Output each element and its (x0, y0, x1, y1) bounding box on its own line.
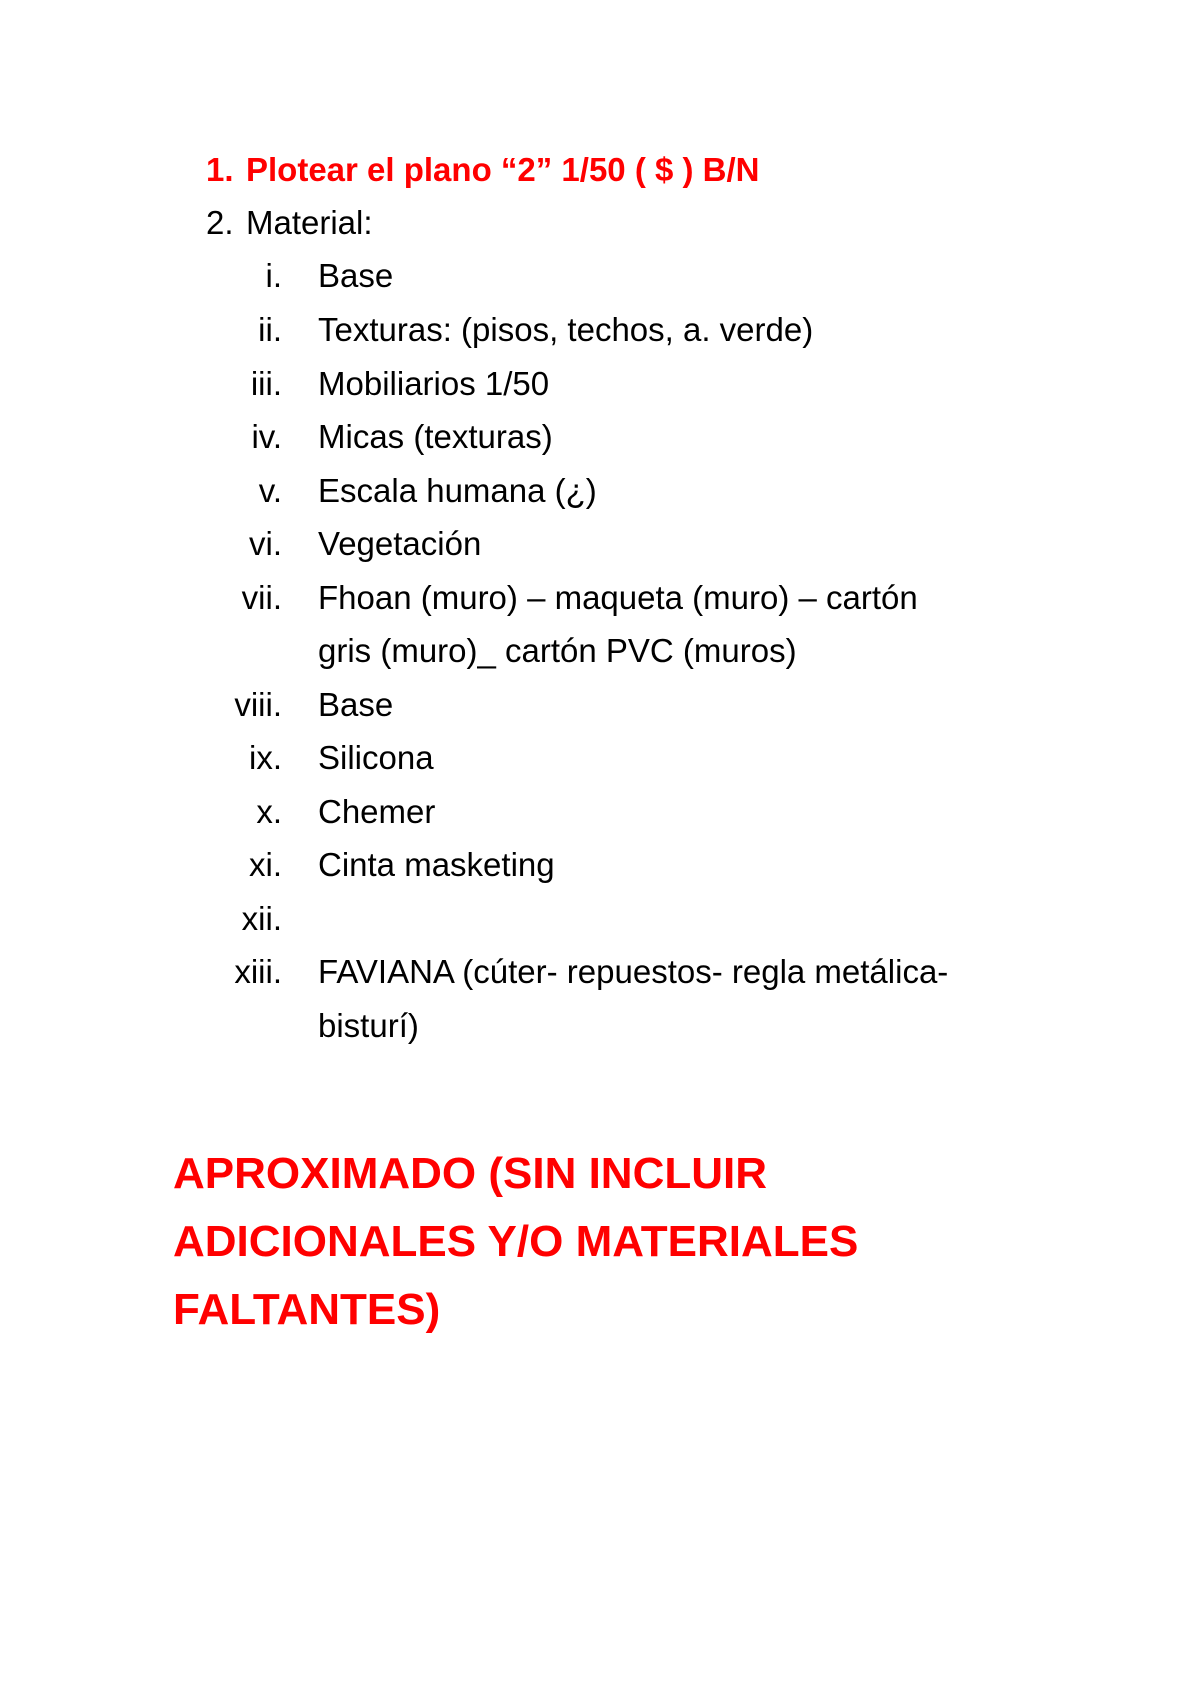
sublist-item-text: Texturas: (pisos, techos, a. verde) (318, 311, 814, 348)
list-item-1-text: Plotear el plano “2” 1/50 ( $ ) B/N (246, 151, 760, 188)
sublist-numeral: vi. (249, 525, 282, 562)
sublist-numeral: xi. (249, 846, 282, 883)
approximation-note (173, 1140, 1073, 1344)
sublist-numeral: xii. (241, 900, 282, 937)
sublist-numeral: xiii. (234, 953, 282, 990)
sublist-numeral: ii. (258, 311, 282, 348)
sublist-item-text: FAVIANA (cúter- repuestos- regla metálica- (318, 953, 949, 990)
sublist-item-text: Mobiliarios 1/50 (318, 365, 550, 402)
sublist-item-text: Chemer (318, 793, 436, 830)
sublist-item-text: Silicona (318, 739, 434, 776)
sublist-numeral: x. (256, 793, 282, 830)
sublist-numeral: viii. (234, 686, 282, 723)
note-line: FALTANTES) (173, 1285, 441, 1334)
sublist-item-text: Micas (texturas) (318, 418, 553, 455)
list-number-1: 1. (206, 151, 234, 188)
note-line: ADICIONALES Y/O MATERIALES (173, 1217, 859, 1266)
sublist-item-text: Base (318, 686, 394, 723)
sublist-item-text-continued: gris (muro)_ cartón PVC (muros) (318, 632, 797, 669)
list-item-2-text: Material: (246, 204, 373, 241)
sublist-item-text: Base (318, 257, 394, 294)
note-line: APROXIMADO (SIN INCLUIR (173, 1149, 767, 1198)
sublist-numeral: v. (258, 472, 282, 509)
sublist-numeral: i. (265, 257, 282, 294)
sublist-item-text: Escala humana (¿) (318, 472, 597, 509)
sublist-numeral: ix. (249, 739, 282, 776)
sublist-item-text: Vegetación (318, 525, 482, 562)
sublist-item-text: Cinta masketing (318, 846, 555, 883)
list-number-2: 2. (206, 204, 234, 241)
sublist-item-text-continued: bisturí) (318, 1007, 419, 1044)
sublist-numeral: iv. (251, 418, 282, 455)
sublist-item-text: Fhoan (muro) – maqueta (muro) – cartón (318, 579, 918, 616)
sublist-numeral: iii. (250, 365, 282, 402)
sublist-numeral: vii. (241, 579, 282, 616)
